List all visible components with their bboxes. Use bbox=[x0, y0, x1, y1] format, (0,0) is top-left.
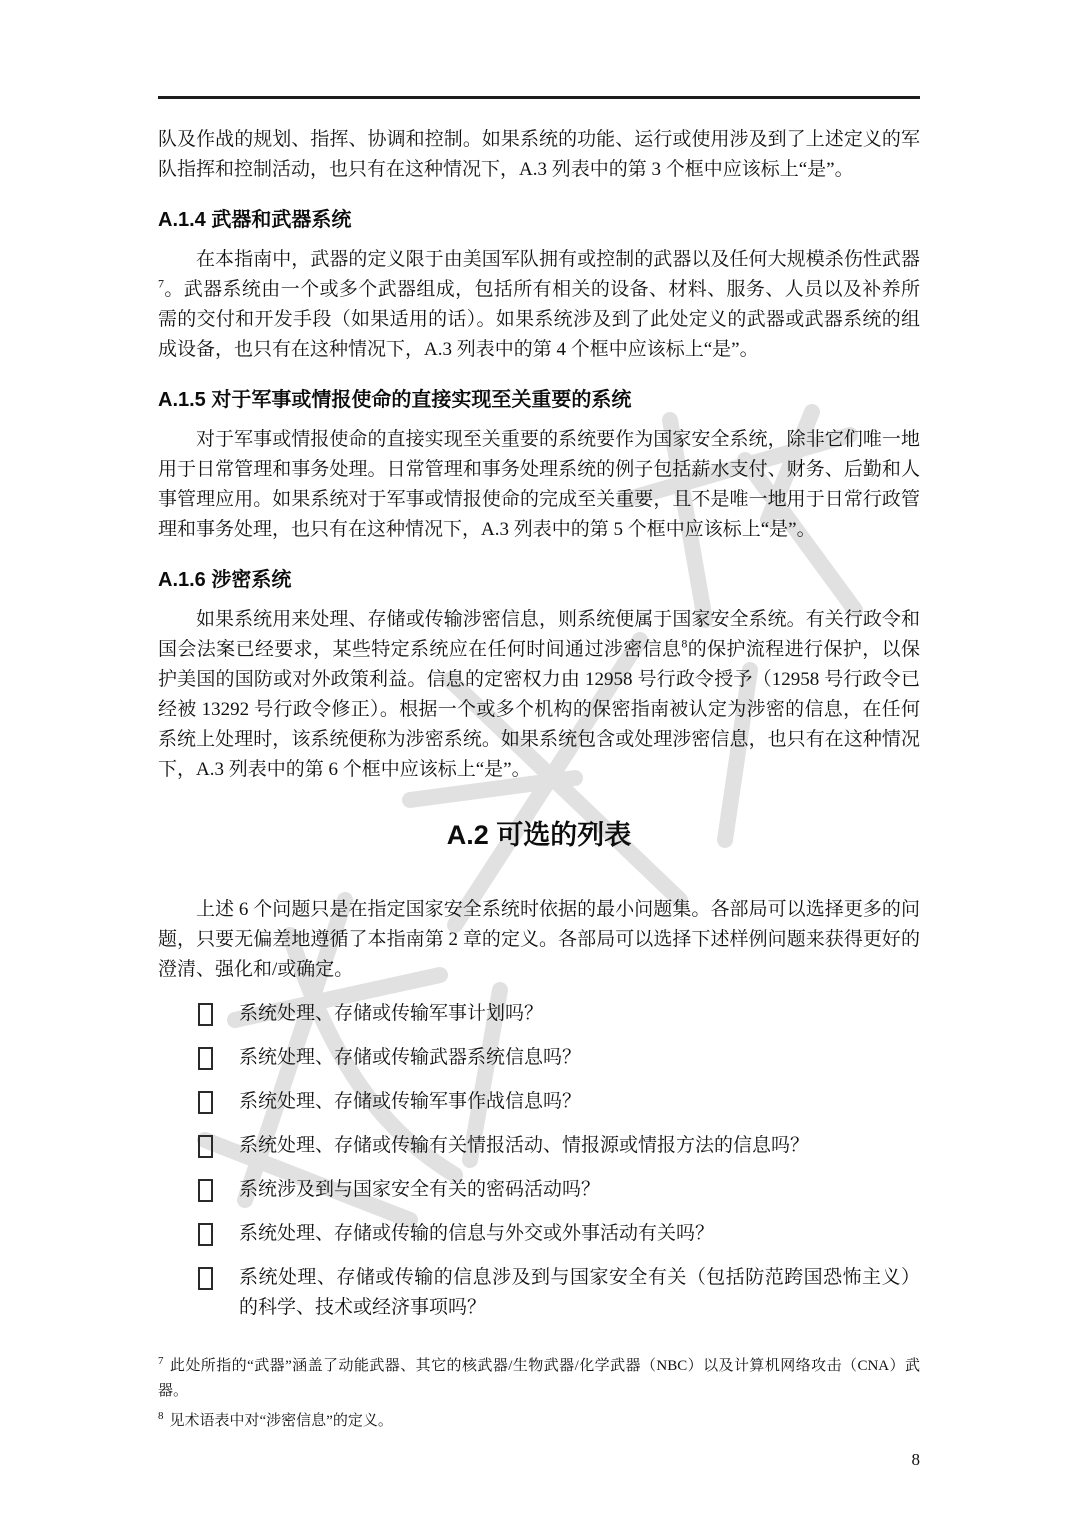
checklist-item-text: 系统处理、存储或传输的信息涉及到与国家安全有关（包括防范跨国恐怖主义）的科学、技术或经济事项吗？ bbox=[239, 1267, 920, 1318]
checklist-item bbox=[158, 1219, 920, 1249]
checklist-item-text: 系统处理、存储或传输有关情报活动、情报源或情报方法的信息吗？ bbox=[239, 1135, 810, 1156]
section-a16-heading: A.1.6 涉密系统 bbox=[158, 569, 292, 591]
header-rule bbox=[158, 96, 920, 99]
section-a16-text-after-footnote: 的保护流程进行保护，以保护美国的国防或对外政策利益。信息的定密权力由 12958 号行政令授予（12958 号行政令已经被 13292 号行政令修正）。根据一个或多个机构的保密指南被认定为涉密的信息，在任何系统上处理时，该系统便称为涉密系统。如果系统包含或处理涉密信息，也只有在这种情况下，A.3 列表中的第 6 个框中应该标上“是”。 bbox=[158, 639, 920, 780]
footnote-7-text: 此处所指的“武器”涵盖了动能武器、其它的核武器/生物武器/化学武器（NBC）以及计算机网络攻击（CNA）武器。 bbox=[158, 1358, 920, 1399]
checkbox-bullet-icon bbox=[198, 1179, 213, 1202]
section-a15-paragraph: 对于军事或情报使命的直接实现至关重要的系统要作为国家安全系统，除非它们唯一地用于日常管理和事务处理。日常管理和事务处理系统的例子包括薪水支付、财务、后勤和人事管理应用。如果系统对于军事或情报使命的完成至关重要，且不是唯一地用于日常行政管理和事务处理，也只有在这种情况下，A.3 列表中的第 5 个框中应该标上“是”。 bbox=[158, 429, 920, 540]
checklist-item-text: 系统处理、存储或传输军事作战信息吗？ bbox=[239, 1091, 582, 1112]
checkbox-bullet-icon bbox=[198, 1091, 213, 1114]
footnote-ref-7: 7 bbox=[158, 276, 164, 291]
sample-questions-checklist bbox=[158, 999, 920, 1323]
checklist-item bbox=[158, 1263, 920, 1323]
chapter-a2-intro-paragraph: 上述 6 个问题只是在指定国家安全系统时依据的最小问题集。各部局可以选择更多的问题，只要无偏差地遵循了本指南第 2 章的定义。各部局可以选择下述样例问题来获得更好的澄清、强化和/或确定。 bbox=[158, 899, 920, 980]
checklist-item bbox=[158, 1043, 920, 1073]
checkbox-bullet-icon bbox=[198, 1223, 213, 1246]
checkbox-bullet-icon bbox=[198, 1135, 213, 1158]
footnote-7 bbox=[158, 1349, 920, 1404]
checklist-item-text: 系统处理、存储或传输军事计划吗？ bbox=[239, 1003, 544, 1024]
section-a14-text-after-footnote: 。武器系统由一个或多个武器组成，包括所有相关的设备、材料、服务、人员以及补养所需的交付和开发手段（如果适用的话）。如果系统涉及到了此处定义的武器或武器系统的组成设备，也只有在这种情况下，A.3 列表中的第 4 个框中应该标上“是”。 bbox=[158, 279, 920, 360]
section-a14-text-before-footnote: 在本指南中，武器的定义限于由美国军队拥有或控制的武器以及任何大规模杀伤性武器 bbox=[196, 249, 920, 270]
checklist-item-text: 系统处理、存储或传输的信息与外交或外事活动有关吗？ bbox=[239, 1223, 715, 1244]
page-number: 8 bbox=[911, 1450, 920, 1469]
checklist-item bbox=[158, 1175, 920, 1205]
footnote-ref-8: 8 bbox=[681, 636, 688, 651]
checkbox-bullet-icon bbox=[198, 1267, 213, 1290]
footnote-8 bbox=[158, 1404, 920, 1434]
section-a16-paragraph bbox=[158, 605, 920, 785]
checklist-item bbox=[158, 1131, 920, 1161]
page-content bbox=[0, 96, 1080, 1470]
section-a15-heading: A.1.5 对于军事或情报使命的直接实现至关重要的系统 bbox=[158, 389, 632, 411]
checklist-item bbox=[158, 1087, 920, 1117]
checklist-item-text: 系统涉及到与国家安全有关的密码活动吗？ bbox=[239, 1179, 601, 1200]
checklist-item-text: 系统处理、存储或传输武器系统信息吗？ bbox=[239, 1047, 582, 1068]
chapter-a2-heading: A.2 可选的列表 bbox=[446, 820, 632, 850]
checklist-item bbox=[158, 999, 920, 1029]
footnotes-block bbox=[158, 1349, 920, 1434]
checkbox-bullet-icon bbox=[198, 1003, 213, 1026]
checkbox-bullet-icon bbox=[198, 1047, 213, 1070]
section-a14-heading: A.1.4 武器和武器系统 bbox=[158, 209, 352, 231]
footnote-8-marker: 8 bbox=[158, 1410, 164, 1422]
section-a16-text-before-footnote: 如果系统用来处理、存储或传输涉密信息，则系统便属于国家安全系统。有关行政令和国会法案已经要求，某些特定系统应在任何时间通过涉密信息 bbox=[158, 609, 920, 660]
footnote-8-text: 见术语表中对“涉密信息”的定义。 bbox=[169, 1413, 393, 1429]
footnote-7-marker: 7 bbox=[158, 1355, 164, 1367]
intro-continuation-paragraph: 队及作战的规划、指挥、协调和控制。如果系统的功能、运行或使用涉及到了上述定义的军队指挥和控制活动，也只有在这种情况下，A.3 列表中的第 3 个框中应该标上“是”。 bbox=[158, 129, 920, 180]
section-a14-paragraph bbox=[158, 245, 920, 365]
